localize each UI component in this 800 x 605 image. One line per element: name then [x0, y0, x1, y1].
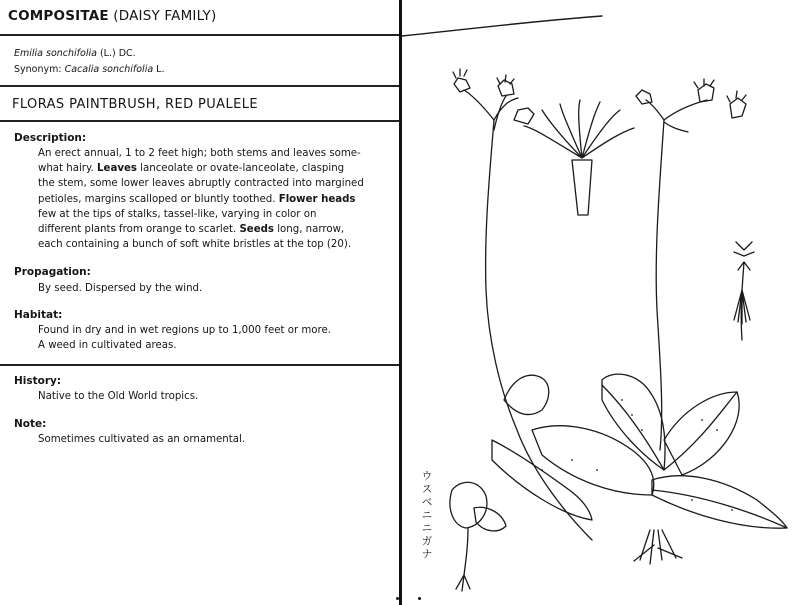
pappus-bristles [524, 100, 634, 158]
synonym-name: Cacalia sonchifolia [64, 64, 154, 75]
roots [634, 530, 682, 564]
basal-leaf [492, 440, 592, 520]
flower-head [698, 84, 714, 102]
description-line: what hairy. Leaves lanceolate or ovate-lanceolate, clasping [38, 163, 345, 175]
seed-body [572, 160, 592, 215]
stipple [641, 429, 643, 431]
note-heading: Note: [14, 418, 47, 430]
stipple [571, 459, 573, 461]
species-name: Emilia sonchifolia [14, 48, 97, 59]
seedling-leaf [450, 482, 487, 528]
basal-leaf [532, 426, 654, 495]
stipple [731, 509, 733, 511]
floret-bristles [734, 290, 750, 324]
description-line: the stem, some lower leaves abruptly contracted into margined [38, 178, 364, 190]
stipple [716, 429, 718, 431]
left-stem-branch [464, 90, 494, 120]
family-title-bold: COMPOSITAE [8, 8, 109, 24]
common-names: FLORAS PAINTBRUSH, RED PUALELE [12, 97, 258, 112]
stipple [621, 399, 623, 401]
stipple [541, 469, 543, 471]
propagation-body: By seed. Dispersed by the wind. [38, 283, 203, 294]
synonym-label: Synonym: [14, 64, 65, 75]
basal-leaf [652, 476, 787, 528]
japanese-caption: ウスベニニガナ [420, 470, 433, 561]
flower-head [514, 108, 534, 124]
history-body: Native to the Old World tropics. [38, 391, 199, 402]
history-heading: History: [14, 375, 62, 387]
synonym-authority: L. [153, 64, 165, 75]
flower-head [730, 98, 746, 118]
description-line: An erect annual, 1 to 2 feet high; both stems and leaves some- [38, 148, 361, 159]
description-line: each containing a bunch of soft white bristles at the top (20). [38, 239, 352, 251]
left-stem-branch [494, 96, 506, 130]
rule-top [0, 34, 399, 36]
seedling-roots [456, 575, 470, 591]
description-heading: Description: [14, 132, 87, 144]
right-stem-branch [664, 122, 688, 132]
ink-dot [396, 597, 399, 600]
rule-lower [0, 364, 399, 366]
description-line: few at the tips of stalks, tassel-like, varying in color on [38, 208, 317, 220]
flower-head [454, 78, 470, 92]
seedling-leaf [474, 507, 506, 531]
habitat-heading: Habitat: [14, 309, 63, 321]
stipple [596, 469, 598, 471]
botanical-illustration [402, 0, 800, 605]
family-title [8, 8, 216, 24]
description-body [38, 146, 393, 252]
description-line: different plants from orange to scarlet. Seeds long, narrow, [38, 224, 345, 236]
floret-tips [453, 69, 514, 84]
rule-upper [0, 85, 399, 87]
seedling-stem [464, 528, 468, 575]
family-title-rest: (DAISY FAMILY) [108, 8, 217, 24]
basal-leaf [664, 392, 739, 475]
note-body: Sometimes cultivated as an ornamental. [38, 434, 246, 445]
stipple [631, 414, 633, 416]
flower-head [636, 90, 652, 104]
propagation-heading: Propagation: [14, 266, 91, 278]
scientific-name [14, 48, 136, 59]
species-authority: (L.) DC. [96, 48, 136, 59]
page-curve-line [402, 16, 602, 36]
right-stem-branch [664, 100, 707, 120]
ink-dot [418, 597, 421, 600]
synonym [14, 64, 165, 75]
habitat-body: Found in dry and in wet regions up to 1,000 feet or more. A weed in cultivated areas. [38, 325, 331, 352]
description-line: petioles, margins scalloped or bluntly toothed. Flower heads [38, 193, 356, 205]
stipple [691, 499, 693, 501]
clasping-leaf [504, 375, 549, 414]
rule-middle [0, 120, 399, 122]
stipple [701, 419, 703, 421]
right-stem [656, 120, 664, 450]
